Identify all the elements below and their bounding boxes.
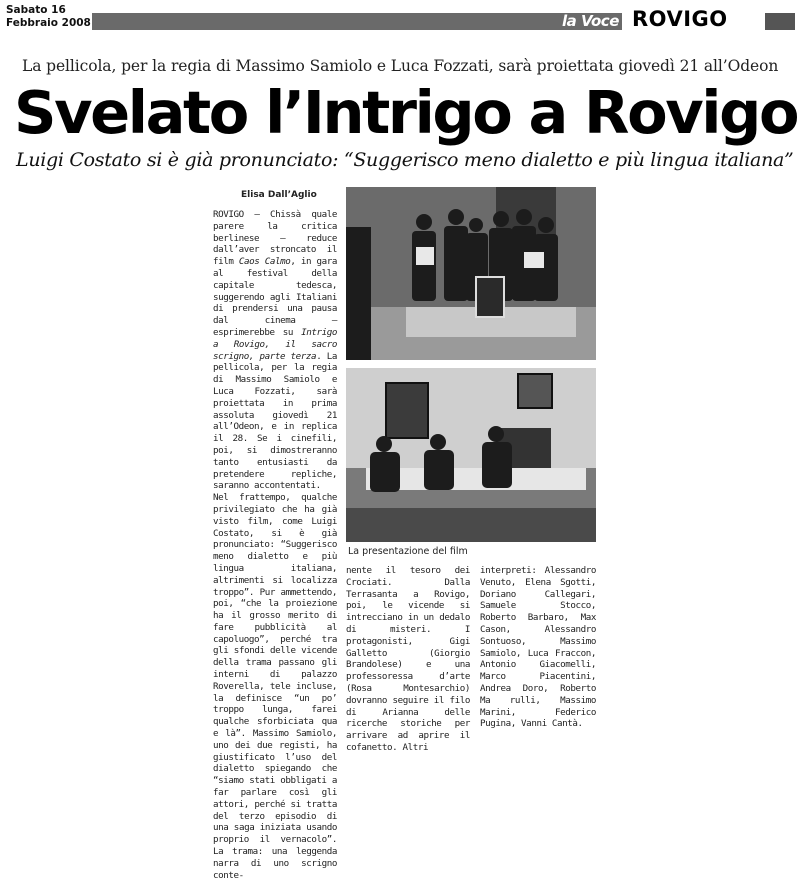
article-column-2: nente il tesoro dei Crociati. Dalla Terrasanta a Rovigo, poi, le vicende si intrecciano in un dedalo di misteri. I protagonisti, Gigi Galletto (Giorgio Brandolese) e una professoressa d’arte (Rosa Montesarchio) dovranno seguire il filo di Arianna delle ricerche storiche per arrivare ad aprire il cofanetto. Altri [346,565,470,753]
article-column-3: interpreti: Alessandro Venuto, Elena Sgotti, Doriano Callegari, Samuele Stocco, Roberto Barbaro, Max Cason, Alessandro Sontuoso, Massimo Samiolo, Luca Fraccon, Antonio Giacomelli, Marco Piacentini, Andrea Doro, Roberto Ma rulli, Massimo Marini, Federico Pugina, Vanni Cantà. [480,565,596,730]
photo-presentation-table [346,368,596,542]
headline: Svelato l’Intrigo a Rovigo [14,78,798,147]
article-column-1 [213,209,337,881]
article-paragraph-1 [213,209,337,492]
masthead-day: Sabato 16 [6,4,66,16]
paragraph-1-part-c: . La pellicola, per la regia di Massimo Samiolo e Luca Fozzati, sarà proiettata in prima assoluta giovedì 21 all’Odeon, e in replica il 28. Se i cinefili, poi, si dimostreranno tanto entusiasti da pretendere repliche, saranno accontentati. [213,350,337,492]
section-title: ROVIGO [632,7,728,31]
photo-presentation-group [346,187,596,360]
newspaper-logo: la Voce [562,12,619,30]
kicker: La pellicola, per la regia di Massimo Samiolo e Luca Fozzati, sarà proiettata giovedì 21 all’Odeon [22,57,779,75]
article-paragraph-2: Nel frattempo, qualche privilegiato che ha già visto film, come Luigi Costato, si è già pronunciato: “Suggerisco meno dialetto e più lingua italiana, altrimenti si localizza troppo”. Pur ammettendo, poi, “che la proiezione ha il grosso merito di fare pubblicità al capoluogo”, perché tra gli sfondi delle vicende della trama passano gli interni di palazzo Roverella, tele incluse, la definisce “un po’ troppo lunga, farei qualche sforbiciata qua e là”. Massimo Samiolo, uno dei due registi, ha giustificato l’uso del dialetto spiegando che “siamo stati obbligati a far parlare così gli attori, perché si tratta del terzo episodio di una saga iniziata usando proprio il vernacolo”. La trama: una leggenda narra di uno scrigno conte- [213,492,337,881]
film-title-intrigo: Intrigo a Rovigo, il sacro scrigno, parte terza [213,326,337,362]
film-title-caos-calmo: Caos Calmo [238,256,291,268]
masthead-band [92,13,622,30]
paragraph-1-part-b: , in gara al festival della capitale tedesca, suggerendo agli Italiani di prendersi una pausa dal cinema – esprimerebbe su [213,256,337,338]
photo-table-image [346,368,596,542]
masthead-band-end [765,13,795,30]
photo-group-image [346,187,596,360]
masthead-month-year: Febbraio 2008 [6,17,91,29]
paragraph-1-part-a: ROVIGO – Chissà quale parere la critica berlinese – reduce dall’aver stroncato il film [213,209,337,268]
subheadline: Luigi Costato si è già pronunciato: “Suggerisco meno dialetto e più lingua italiana” [16,149,794,171]
photo-caption: La presentazione del film [348,546,468,557]
byline: Elisa Dall’Aglio [241,190,317,200]
masthead-date [6,4,91,30]
